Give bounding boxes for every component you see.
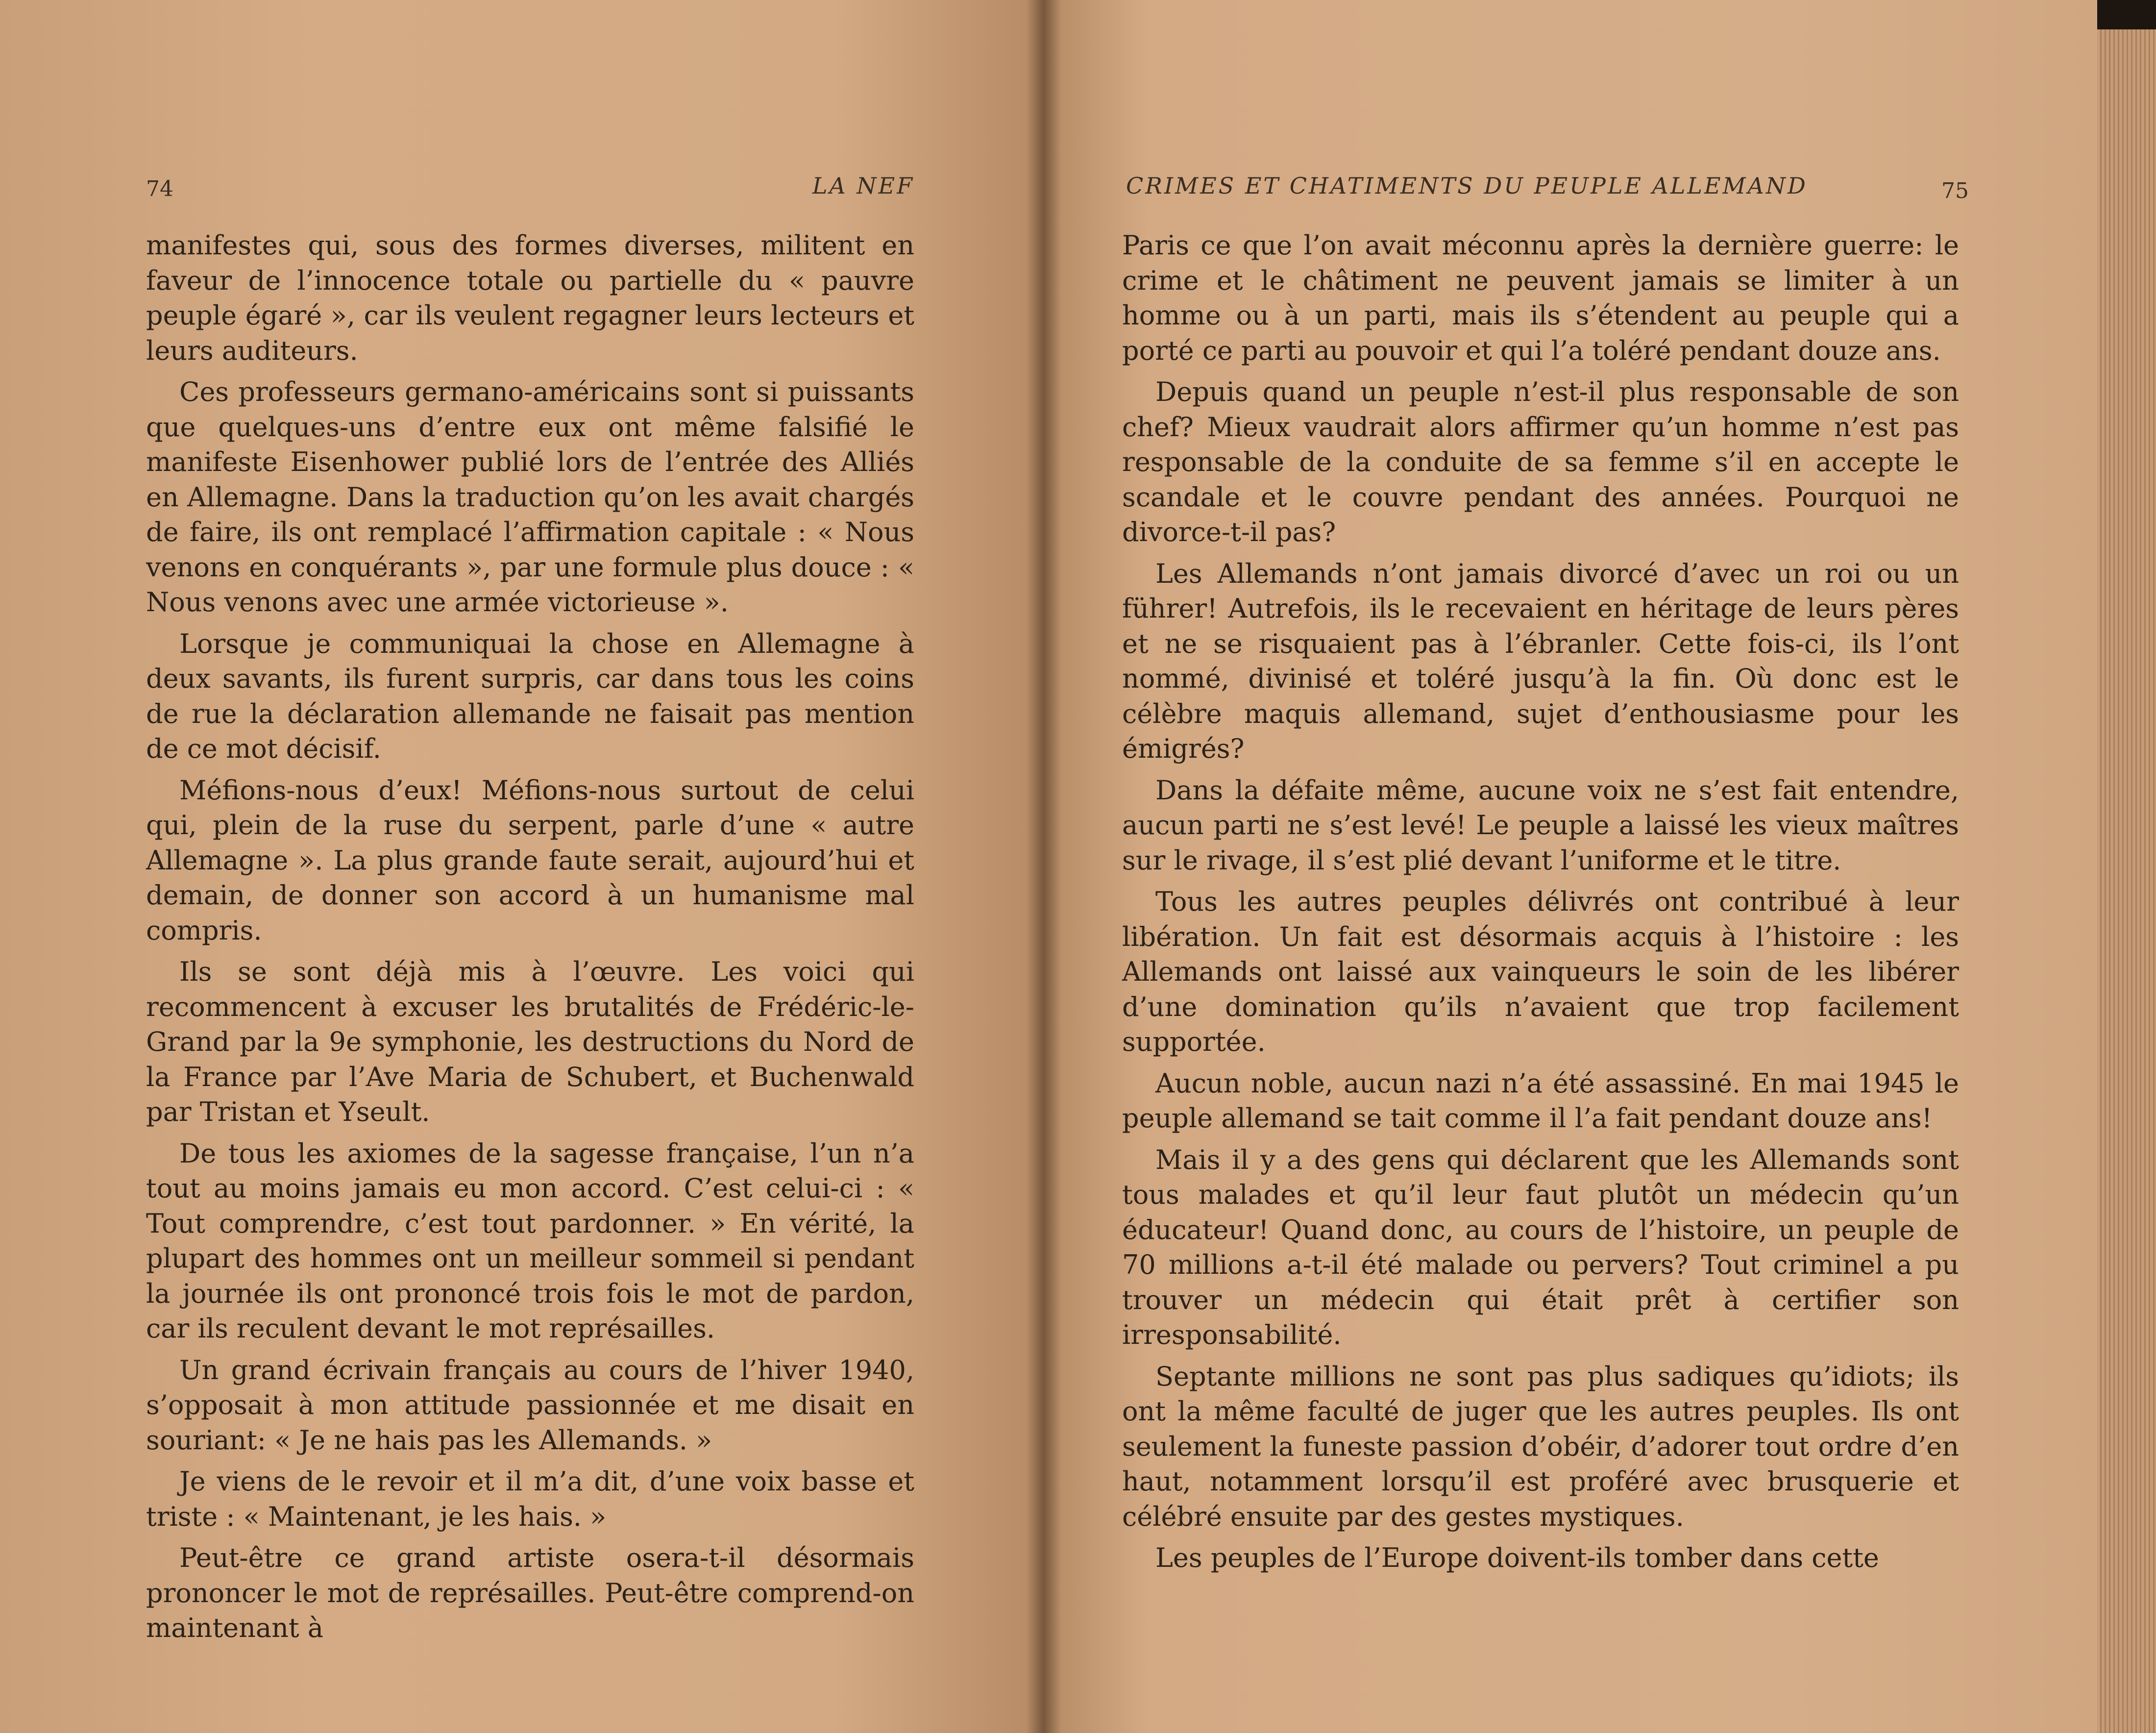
paragraph: Lorsque je communiquai la chose en Allemagne à deux savants, ils furent surpris, car dans tous les coins de rue la déclaration allemande ne faisait pas mention de ce mot décisif. xyxy=(146,628,914,764)
right-body-text xyxy=(1122,228,1959,1582)
paragraph: Je viens de le revoir et il m’a dit, d’une voix basse et triste : « Maintenant, je les hais. » xyxy=(146,1466,914,1532)
paragraph: Paris ce que l’on avait méconnu après la dernière guerre: le crime et le châtiment ne peuvent jamais se limiter à un homme ou à un parti, mais ils s’étendent au peuple qui a porté ce parti au pouvoir et qui l’a toléré pendant douze ans. xyxy=(1122,230,1959,366)
running-head: CRIMES ET CHATIMENTS DU PEUPLE ALLEMAND xyxy=(1126,173,1808,199)
paragraph: Un grand écrivain français au cours de l’hiver 1940, s’opposait à mon attitude passionnée et me disait en souriant: « Je ne hais pas les Allemands. » xyxy=(146,1354,914,1456)
paragraph: Peut-être ce grand artiste osera-t-il désormais prononcer le mot de représailles. Peut-être comprend-on maintenant à xyxy=(146,1542,914,1643)
paragraph: Dans la défaite même, aucune voix ne s’est fait entendre, aucun parti ne s’est levé! Le peuple a laissé les vieux maîtres sur le rivage, il s’est plié devant l’uniforme et le titre. xyxy=(1122,774,1959,876)
paragraph: Méfions-nous d’eux! Méfions-nous surtout de celui qui, plein de la ruse du serpent, parle d’une « autre Allemagne ». La plus grande faute serait, aujourd’hui et demain, de donner son accord à un humanisme mal compris. xyxy=(146,774,914,946)
paragraph: Ces professeurs germano-américains sont si puissants que quelques-uns d’entre eux ont même falsifié le manifeste Eisenhower publié lors de l’entrée des Alliés en Allemagne. Dans la traduction qu’on les avait chargés de faire, ils ont remplacé l’affirmation capitale : « Nous venons en conquérants », par une formule plus douce : « Nous venons avec une armée victorieuse ». xyxy=(146,376,914,618)
page-number: 74 xyxy=(146,176,173,201)
running-head: LA NEF xyxy=(812,173,914,199)
paragraph: Les peuples de l’Europe doivent-ils tomber dans cette xyxy=(1155,1542,1879,1573)
paragraph: Tous les autres peuples délivrés ont contribué à leur libération. Un fait est désormais acquis à l’histoire : les Allemands ont laissé aux vainqueurs le soin de les libérer d’une domination qu’ils n’avaient que trop facilement supportée. xyxy=(1122,886,1959,1057)
paragraph: Ils se sont déjà mis à l’œuvre. Les voici qui recommencent à excuser les brutalités de Frédéric-le-Grand par la 9e symphonie, les destructions du Nord de la France par l’Ave Maria de Schubert, et Buchenwald par Tristan et Yseult. xyxy=(146,956,914,1127)
paragraph: De tous les axiomes de la sagesse française, l’un n’a tout au moins jamais eu mon accord. C’est celui-ci : « Tout comprendre, c’est tout pardonner. » En vérité, la plupart des hommes ont un meilleur sommeil si pendant la journée ils ont prononcé trois fois le mot de pardon, car ils reculent devant le mot représailles. xyxy=(146,1138,914,1344)
page-number: 75 xyxy=(1941,178,1969,203)
left-page xyxy=(0,0,1044,1733)
book-gutter xyxy=(1027,0,1061,1733)
paragraph: manifestes qui, sous des formes diverses, militent en faveur de l’innocence totale ou partielle du « pauvre peuple égaré », car ils veulent regagner leurs lecteurs et leurs auditeurs. xyxy=(146,230,914,366)
left-header xyxy=(146,173,914,207)
right-page xyxy=(1044,0,2097,1733)
paragraph: Septante millions ne sont pas plus sadiques qu’idiots; ils ont la même faculté de juger que les autres peuples. Ils ont seulement la funeste passion d’obéir, d’adorer tout ordre d’en haut, notamment lorsqu’il est proféré avec brusquerie et célébré ensuite par des gestes mystiques. xyxy=(1122,1361,1959,1532)
paragraph: Aucun noble, aucun nazi n’a été assassiné. En mai 1945 le peuple allemand se tait comme il l’a fait pendant douze ans! xyxy=(1122,1067,1959,1134)
paragraph: Mais il y a des gens qui déclarent que les Allemands sont tous malades et qu’il leur faut plutôt un médecin qu’un éducateur! Quand donc, au cours de l’histoire, un peuple de 70 millions a-t-il été malade ou pervers? Tout criminel a pu trouver un médecin qui était prêt à certifier son irresponsabilité. xyxy=(1122,1144,1959,1350)
right-header xyxy=(1126,173,1969,207)
paragraph: Les Allemands n’ont jamais divorcé d’avec un roi ou un führer! Autrefois, ils le recevaient en héritage de leurs pères et ne se risquaient pas à l’ébranler. Cette fois-ci, ils l’ont nommé, divinisé et toléré jusqu’à la fin. Où donc est le célèbre maquis allemand, sujet d’enthousiasme pour les émigrés? xyxy=(1122,558,1959,764)
paragraph: Depuis quand un peuple n’est-il plus responsable de son chef? Mieux vaudrait alors affirmer qu’un homme n’est pas responsable de la conduite de sa femme s’il en accepte le scandale et le couvre pendant des années. Pourquoi ne divorce-t-il pas? xyxy=(1122,376,1959,547)
left-body-text xyxy=(146,228,914,1652)
page-edges xyxy=(2097,29,2156,1733)
